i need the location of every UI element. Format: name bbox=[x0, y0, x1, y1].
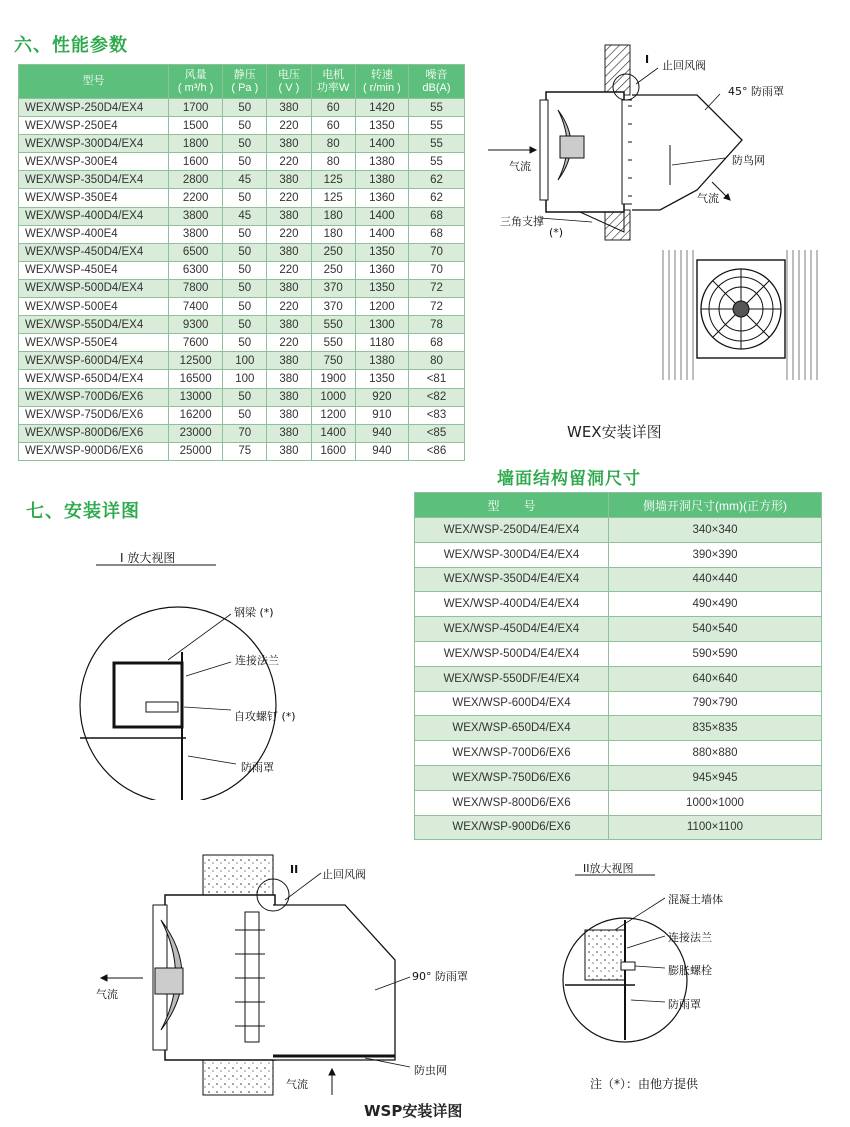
table-row bbox=[415, 542, 822, 567]
size-cell: 835×835 bbox=[609, 716, 822, 741]
model-cell: WEX/WSP-250D4/E4/EX4 bbox=[415, 518, 609, 543]
value-cell: 50 bbox=[223, 388, 267, 406]
detail-II-label-bolt: 膨胀螺栓 bbox=[668, 964, 712, 977]
value-cell: 7800 bbox=[169, 279, 223, 297]
value-cell: 750 bbox=[311, 352, 355, 370]
value-cell: 380 bbox=[267, 442, 311, 460]
value-cell: 380 bbox=[267, 243, 311, 261]
value-cell: 55 bbox=[408, 99, 464, 117]
wex-label-bird-net: 防鸟网 bbox=[732, 154, 765, 167]
value-cell: 220 bbox=[267, 334, 311, 352]
table-row bbox=[19, 406, 465, 424]
value-cell: 1600 bbox=[311, 442, 355, 460]
table-row bbox=[19, 99, 465, 117]
footnote: 注（*）：由他方提供 bbox=[590, 1077, 699, 1091]
table-row bbox=[415, 765, 822, 790]
value-cell: 220 bbox=[267, 298, 311, 316]
value-cell: 60 bbox=[311, 117, 355, 135]
detail-I-label-flange: 连接法兰 bbox=[235, 654, 279, 667]
value-cell: 380 bbox=[267, 424, 311, 442]
size-cell: 590×590 bbox=[609, 641, 822, 666]
table-row bbox=[19, 298, 465, 316]
value-cell: <83 bbox=[408, 406, 464, 424]
value-cell: 125 bbox=[311, 189, 355, 207]
wall-top bbox=[203, 855, 273, 895]
value-cell: 62 bbox=[408, 171, 464, 189]
model-cell: WEX/WSP-350D4/EX4 bbox=[19, 171, 169, 189]
value-cell: 1300 bbox=[355, 316, 408, 334]
value-cell: 50 bbox=[223, 316, 267, 334]
value-cell: 12500 bbox=[169, 352, 223, 370]
header-airflow: 风量 ( m³/h ) bbox=[169, 65, 223, 99]
wex-label-rain-cover: 45° 防雨罩 bbox=[728, 85, 784, 98]
value-cell: 1500 bbox=[169, 117, 223, 135]
value-cell: 1380 bbox=[355, 153, 408, 171]
detail-I-title: I 放大视图 bbox=[120, 551, 176, 565]
fan-hub bbox=[733, 301, 749, 317]
value-cell: 62 bbox=[408, 189, 464, 207]
table-row bbox=[415, 641, 822, 666]
detail-I-label-steel-beam: 钢梁 (*) bbox=[234, 606, 274, 619]
wex-caption: WEX安装详图 bbox=[567, 423, 662, 441]
wsp-label-II: II bbox=[290, 863, 299, 876]
value-cell: 70 bbox=[408, 261, 464, 279]
value-cell: 80 bbox=[311, 153, 355, 171]
value-cell: 6300 bbox=[169, 261, 223, 279]
value-cell: 100 bbox=[223, 352, 267, 370]
table-row bbox=[19, 334, 465, 352]
value-cell: 45 bbox=[223, 207, 267, 225]
value-cell: 68 bbox=[408, 207, 464, 225]
value-cell: 50 bbox=[223, 298, 267, 316]
spec-table bbox=[18, 64, 465, 461]
value-cell: 940 bbox=[355, 424, 408, 442]
value-cell: 2200 bbox=[169, 189, 223, 207]
size-cell: 945×945 bbox=[609, 765, 822, 790]
value-cell: 50 bbox=[223, 99, 267, 117]
value-cell: <81 bbox=[408, 370, 464, 388]
model-cell: WEX/WSP-250D4/EX4 bbox=[19, 99, 169, 117]
wall-top bbox=[605, 45, 630, 95]
value-cell: 220 bbox=[267, 189, 311, 207]
value-cell: 1380 bbox=[355, 352, 408, 370]
value-cell: 380 bbox=[267, 171, 311, 189]
value-cell: 50 bbox=[223, 243, 267, 261]
detail-I-label-screw: 自攻螺钉 (*) bbox=[234, 710, 296, 723]
model-cell: WEX/WSP-300E4 bbox=[19, 153, 169, 171]
value-cell: 380 bbox=[267, 279, 311, 297]
value-cell: 1380 bbox=[355, 171, 408, 189]
detail-I-leaders bbox=[168, 614, 236, 764]
value-cell: 7600 bbox=[169, 334, 223, 352]
fan-guard bbox=[540, 100, 548, 200]
model-cell: WEX/WSP-900D6/EX6 bbox=[415, 815, 609, 840]
value-cell: 1700 bbox=[169, 99, 223, 117]
table-row bbox=[19, 388, 465, 406]
value-cell: 1400 bbox=[355, 207, 408, 225]
value-cell: 380 bbox=[267, 135, 311, 153]
table-row bbox=[415, 790, 822, 815]
model-cell: WEX/WSP-450E4 bbox=[19, 261, 169, 279]
value-cell: 72 bbox=[408, 279, 464, 297]
value-cell: 380 bbox=[267, 406, 311, 424]
value-cell: 100 bbox=[223, 370, 267, 388]
table-row bbox=[19, 442, 465, 460]
wex-label-I: I bbox=[645, 53, 650, 66]
wsp-label-check-valve: 止回风阀 bbox=[322, 868, 366, 881]
wsp-label-airflow-bottom: 气流 bbox=[286, 1078, 308, 1091]
table-row bbox=[415, 815, 822, 840]
value-cell: 380 bbox=[267, 370, 311, 388]
wex-label-triangle-support: 三角支撑 bbox=[500, 215, 544, 228]
table-row bbox=[19, 225, 465, 243]
value-cell: 380 bbox=[267, 388, 311, 406]
value-cell: 1350 bbox=[355, 370, 408, 388]
table-row bbox=[19, 370, 465, 388]
detail-II-diagram bbox=[555, 870, 755, 1050]
size-cell: 880×880 bbox=[609, 741, 822, 766]
table-row bbox=[415, 518, 822, 543]
value-cell: 75 bbox=[223, 442, 267, 460]
table-row bbox=[415, 691, 822, 716]
detail-I-label-rain-cover: 防雨罩 bbox=[241, 761, 274, 774]
value-cell: 1400 bbox=[311, 424, 355, 442]
value-cell: 180 bbox=[311, 225, 355, 243]
table-row bbox=[19, 153, 465, 171]
header-speed: 转速 ( r/min ) bbox=[355, 65, 408, 99]
value-cell: 70 bbox=[223, 424, 267, 442]
model-cell: WEX/WSP-550DF/E4/EX4 bbox=[415, 666, 609, 691]
model-cell: WEX/WSP-650D4/EX4 bbox=[19, 370, 169, 388]
table-row bbox=[19, 352, 465, 370]
value-cell: 7400 bbox=[169, 298, 223, 316]
value-cell: 16200 bbox=[169, 406, 223, 424]
model-cell: WEX/WSP-500D4/E4/EX4 bbox=[415, 641, 609, 666]
table-row bbox=[19, 424, 465, 442]
header-power: 电机 功率W bbox=[311, 65, 355, 99]
value-cell: 78 bbox=[408, 316, 464, 334]
value-cell: 910 bbox=[355, 406, 408, 424]
model-cell: WEX/WSP-750D6/EX6 bbox=[19, 406, 169, 424]
size-cell: 390×390 bbox=[609, 542, 822, 567]
value-cell: 9300 bbox=[169, 316, 223, 334]
value-cell: 370 bbox=[311, 279, 355, 297]
value-cell: 1200 bbox=[355, 298, 408, 316]
model-cell: WEX/WSP-600D4/EX4 bbox=[19, 352, 169, 370]
value-cell: 25000 bbox=[169, 442, 223, 460]
wsp-label-airflow-left: 气流 bbox=[96, 988, 118, 1001]
steel-beam bbox=[114, 663, 182, 727]
model-cell: WEX/WSP-400D4/EX4 bbox=[19, 207, 169, 225]
value-cell: 16500 bbox=[169, 370, 223, 388]
value-cell: 80 bbox=[408, 352, 464, 370]
table-row bbox=[19, 207, 465, 225]
value-cell: 13000 bbox=[169, 388, 223, 406]
value-cell: 80 bbox=[311, 135, 355, 153]
wsp-label-insect-net: 防虫网 bbox=[414, 1064, 447, 1077]
model-cell: WEX/WSP-900D6/EX6 bbox=[19, 442, 169, 460]
value-cell: <86 bbox=[408, 442, 464, 460]
model-cell: WEX/WSP-700D6/EX6 bbox=[19, 388, 169, 406]
screw bbox=[146, 702, 178, 712]
size-cell: 1000×1000 bbox=[609, 790, 822, 815]
value-cell: <85 bbox=[408, 424, 464, 442]
value-cell: 220 bbox=[267, 117, 311, 135]
table-row bbox=[19, 316, 465, 334]
value-cell: 1350 bbox=[355, 117, 408, 135]
model-cell: WEX/WSP-550D4/EX4 bbox=[19, 316, 169, 334]
detail-II-label-concrete: 混凝土墙体 bbox=[668, 893, 723, 906]
wsp-caption: WSP安装详图 bbox=[364, 1102, 463, 1120]
header-noise: 噪音 dB(A) bbox=[408, 65, 464, 99]
header-hole-size: 侧墙开洞尺寸(mm)(正方形) bbox=[609, 493, 822, 518]
value-cell: 60 bbox=[311, 99, 355, 117]
detail-II-label-flange: 连接法兰 bbox=[668, 931, 712, 944]
section7-title: 七、安装详图 bbox=[26, 501, 140, 522]
wex-front-view bbox=[655, 240, 825, 390]
value-cell: 250 bbox=[311, 261, 355, 279]
rain-cover-90 bbox=[273, 905, 395, 1060]
wex-label-star: (*) bbox=[549, 226, 564, 239]
value-cell: 6500 bbox=[169, 243, 223, 261]
table-row bbox=[19, 279, 465, 297]
value-cell: 1200 bbox=[311, 406, 355, 424]
value-cell: 550 bbox=[311, 316, 355, 334]
value-cell: 45 bbox=[223, 171, 267, 189]
header-hole-model: 型 号 bbox=[415, 493, 609, 518]
table-row bbox=[19, 171, 465, 189]
table-row bbox=[415, 716, 822, 741]
value-cell: 50 bbox=[223, 406, 267, 424]
value-cell: 220 bbox=[267, 153, 311, 171]
model-cell: WEX/WSP-550E4 bbox=[19, 334, 169, 352]
model-cell: WEX/WSP-250E4 bbox=[19, 117, 169, 135]
value-cell: 1360 bbox=[355, 189, 408, 207]
hole-table bbox=[414, 492, 822, 840]
fan-motor bbox=[155, 968, 183, 994]
value-cell: 220 bbox=[267, 261, 311, 279]
value-cell: <82 bbox=[408, 388, 464, 406]
header-model: 型号 bbox=[19, 65, 169, 99]
value-cell: 72 bbox=[408, 298, 464, 316]
model-cell: WEX/WSP-500D4/EX4 bbox=[19, 279, 169, 297]
value-cell: 1800 bbox=[169, 135, 223, 153]
concrete-wall bbox=[585, 930, 625, 980]
value-cell: 55 bbox=[408, 117, 464, 135]
value-cell: 2800 bbox=[169, 171, 223, 189]
spec-table-body bbox=[19, 99, 465, 461]
value-cell: 50 bbox=[223, 279, 267, 297]
value-cell: 1350 bbox=[355, 243, 408, 261]
wsp-label-rain-cover: 90° 防雨罩 bbox=[412, 970, 468, 983]
detail-II-label-rain-cover: 防雨罩 bbox=[668, 998, 701, 1011]
value-cell: 68 bbox=[408, 225, 464, 243]
size-cell: 440×440 bbox=[609, 567, 822, 592]
value-cell: 3800 bbox=[169, 207, 223, 225]
value-cell: 1000 bbox=[311, 388, 355, 406]
wex-label-check-valve: 止回风阀 bbox=[662, 59, 706, 72]
wsp-install-diagram bbox=[95, 850, 455, 1100]
model-cell: WEX/WSP-600D4/EX4 bbox=[415, 691, 609, 716]
model-cell: WEX/WSP-450D4/E4/EX4 bbox=[415, 617, 609, 642]
value-cell: 50 bbox=[223, 334, 267, 352]
value-cell: 55 bbox=[408, 135, 464, 153]
model-cell: WEX/WSP-350D4/E4/EX4 bbox=[415, 567, 609, 592]
table-row bbox=[19, 117, 465, 135]
model-cell: WEX/WSP-650D4/EX4 bbox=[415, 716, 609, 741]
spec-table-header bbox=[19, 65, 465, 99]
value-cell: 940 bbox=[355, 442, 408, 460]
table-row bbox=[415, 666, 822, 691]
value-cell: 50 bbox=[223, 261, 267, 279]
value-cell: 380 bbox=[267, 316, 311, 334]
model-cell: WEX/WSP-750D6/EX6 bbox=[415, 765, 609, 790]
value-cell: 125 bbox=[311, 171, 355, 189]
model-cell: WEX/WSP-500E4 bbox=[19, 298, 169, 316]
wall-bottom bbox=[203, 1060, 273, 1095]
rain-cover-45 bbox=[632, 95, 742, 210]
wex-label-airflow-in: 气流 bbox=[509, 160, 531, 173]
value-cell: 380 bbox=[267, 352, 311, 370]
model-cell: WEX/WSP-300D4/EX4 bbox=[19, 135, 169, 153]
value-cell: 50 bbox=[223, 225, 267, 243]
model-cell: WEX/WSP-800D6/EX6 bbox=[415, 790, 609, 815]
value-cell: 180 bbox=[311, 207, 355, 225]
model-cell: WEX/WSP-400D4/E4/EX4 bbox=[415, 592, 609, 617]
table-row bbox=[19, 261, 465, 279]
value-cell: 220 bbox=[267, 225, 311, 243]
fan-housing bbox=[546, 92, 624, 212]
model-cell: WEX/WSP-300D4/E4/EX4 bbox=[415, 542, 609, 567]
value-cell: 380 bbox=[267, 99, 311, 117]
fan-motor bbox=[560, 136, 584, 158]
value-cell: 1400 bbox=[355, 225, 408, 243]
value-cell: 68 bbox=[408, 334, 464, 352]
value-cell: 1180 bbox=[355, 334, 408, 352]
value-cell: 1400 bbox=[355, 135, 408, 153]
table-row bbox=[415, 592, 822, 617]
header-voltage: 电压 ( V ) bbox=[267, 65, 311, 99]
value-cell: 50 bbox=[223, 153, 267, 171]
table-row bbox=[415, 741, 822, 766]
value-cell: 380 bbox=[267, 207, 311, 225]
value-cell: 50 bbox=[223, 135, 267, 153]
value-cell: 370 bbox=[311, 298, 355, 316]
table-row bbox=[19, 243, 465, 261]
model-cell: WEX/WSP-700D6/EX6 bbox=[415, 741, 609, 766]
value-cell: 55 bbox=[408, 153, 464, 171]
model-cell: WEX/WSP-400E4 bbox=[19, 225, 169, 243]
model-cell: WEX/WSP-800D6/EX6 bbox=[19, 424, 169, 442]
table-row bbox=[19, 135, 465, 153]
table-row bbox=[415, 567, 822, 592]
hole-table-title: 墙面结构留洞尺寸 bbox=[497, 469, 641, 489]
size-cell: 790×790 bbox=[609, 691, 822, 716]
value-cell: 50 bbox=[223, 117, 267, 135]
value-cell: 920 bbox=[355, 388, 408, 406]
model-cell: WEX/WSP-450D4/EX4 bbox=[19, 243, 169, 261]
size-cell: 340×340 bbox=[609, 518, 822, 543]
value-cell: 250 bbox=[311, 243, 355, 261]
table-row bbox=[415, 617, 822, 642]
value-cell: 50 bbox=[223, 189, 267, 207]
header-pressure: 静压 ( Pa ) bbox=[223, 65, 267, 99]
value-cell: 70 bbox=[408, 243, 464, 261]
section6-title: 六、性能参数 bbox=[14, 35, 128, 56]
detail-II-title: II放大视图 bbox=[583, 862, 634, 875]
table-row bbox=[19, 189, 465, 207]
detail-I-diagram bbox=[66, 560, 336, 800]
model-cell: WEX/WSP-350E4 bbox=[19, 189, 169, 207]
value-cell: 550 bbox=[311, 334, 355, 352]
size-cell: 1100×1100 bbox=[609, 815, 822, 840]
size-cell: 640×640 bbox=[609, 666, 822, 691]
hole-table-header bbox=[415, 493, 822, 518]
size-cell: 490×490 bbox=[609, 592, 822, 617]
value-cell: 23000 bbox=[169, 424, 223, 442]
wex-label-airflow-out: 气流 bbox=[697, 192, 719, 205]
value-cell: 1350 bbox=[355, 279, 408, 297]
hole-table-body bbox=[415, 518, 822, 840]
value-cell: 1600 bbox=[169, 153, 223, 171]
size-cell: 540×540 bbox=[609, 617, 822, 642]
value-cell: 1420 bbox=[355, 99, 408, 117]
value-cell: 1360 bbox=[355, 261, 408, 279]
value-cell: 3800 bbox=[169, 225, 223, 243]
value-cell: 1900 bbox=[311, 370, 355, 388]
expansion-bolt bbox=[621, 962, 635, 970]
